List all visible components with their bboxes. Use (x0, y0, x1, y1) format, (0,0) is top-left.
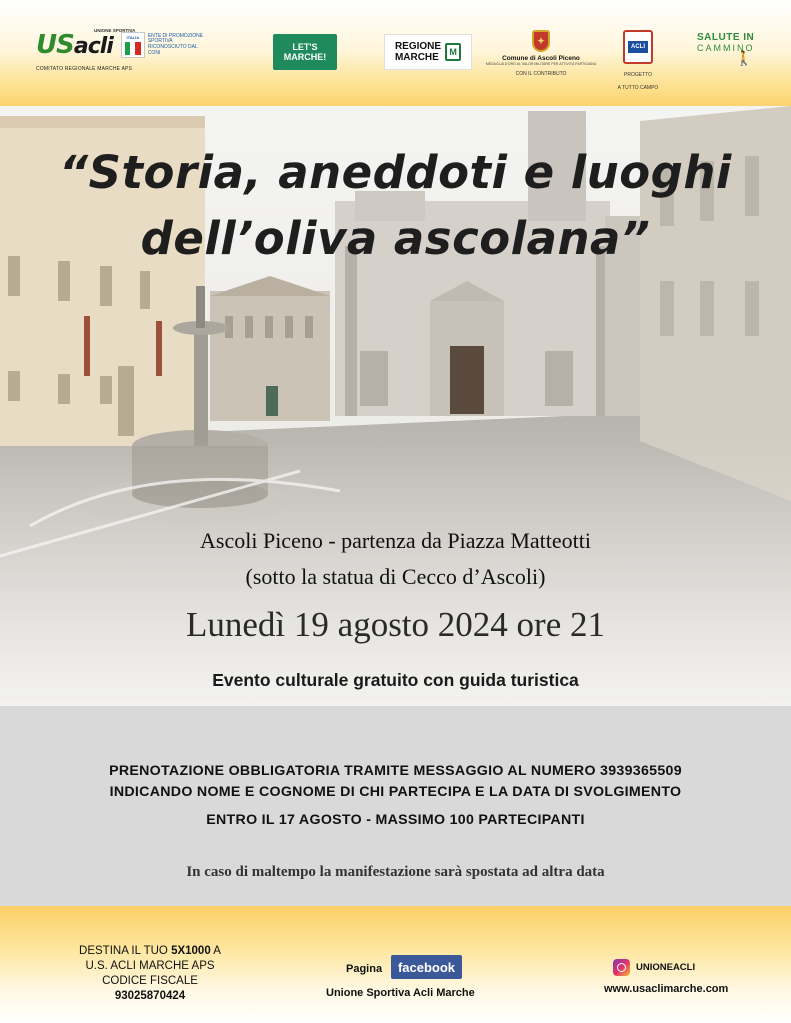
facebook-page-label: Pagina (346, 963, 383, 975)
usacli-mark-acli: acli (73, 34, 113, 59)
italia-badge (121, 32, 208, 58)
regione-emblem-icon: M (445, 43, 461, 61)
usacli-caption: COMITATO REGIONALE MARCHE APS (36, 66, 133, 72)
event-title-line1: “Storia, aneddoti e luoghi (59, 146, 732, 199)
walker-icon: 🚶 (735, 50, 753, 66)
italia-flag-icon (121, 32, 145, 58)
donation-line2: U.S. ACLI MARCHE APS (85, 960, 215, 972)
donation-line1-a: DESTINA IL TUO (79, 945, 172, 957)
event-place-line1: Ascoli Piceno - partenza da Piazza Matteotti (200, 528, 591, 553)
progetto-line2: A TUTTO CAMPO (617, 85, 659, 91)
regione-line1: REGIONE (394, 41, 442, 52)
crest-icon: ✦ (532, 30, 550, 52)
salute-line2: CAMMINO (697, 43, 755, 53)
salute-in-cammino-logo[interactable] (697, 32, 755, 66)
acli-shield-icon (623, 30, 653, 64)
regione-marche-logo[interactable] (384, 34, 472, 70)
progetto-line1: PROGETTO (624, 72, 652, 78)
weather-notice: In caso di maltempo la manifestazione sarà spostata ad altra data (186, 864, 605, 880)
usacli-tagline: UNIONE SPORTIVA (94, 28, 136, 33)
instagram-icon[interactable] (613, 959, 630, 976)
booking-line2: INDICANDO NOME E COGNOME DI CHI PARTECIPA E LA DATA DI SVOLGIMENTO (109, 784, 682, 800)
italia-note: ENTE DI PROMOZIONE SPORTIVA RICONOSCIUTO DAL CONI (147, 32, 204, 56)
facebook-button[interactable]: facebook (391, 955, 462, 979)
event-date: Lunedì 19 agosto 2024 ore 21 (186, 605, 605, 644)
lets-line2: MARCHE! (283, 52, 327, 62)
lets-line1: LET'S (292, 42, 318, 52)
comune-name: Comune di Ascoli Piceno (502, 55, 580, 62)
progetto-logo[interactable] (608, 30, 668, 91)
italia-label: ITALIA (126, 35, 140, 40)
booking-line1: PRENOTAZIONE OBBLIGATORIA TRAMITE MESSAGGIO AL NUMERO 3939365509 (109, 763, 682, 779)
header-band (0, 0, 791, 110)
facebook-org-name[interactable]: Unione Sportiva Acli Marche (326, 987, 475, 999)
comune-logo[interactable] (485, 30, 597, 77)
progetto-badge-text: ACLI (628, 41, 648, 53)
event-subtitle: Evento culturale gratuito con guida turistica (212, 670, 579, 690)
donation-box (62, 944, 238, 1004)
booking-line3: ENTRO IL 17 AGOSTO - MASSIMO 100 PARTECIPANTI (206, 812, 585, 828)
donation-fiscal-code: 93025870424 (114, 990, 186, 1002)
usacli-mark-us: US (36, 30, 74, 60)
comune-contrib: CON IL CONTRIBUTO (515, 71, 567, 77)
comune-subtitle: MEDAGLIA D'ORO AL VALOR MILITARE PER ATTIVITÀ PARTIGIANA (485, 62, 597, 66)
event-place-line2: (sotto la statua di Cecco d’Ascoli) (245, 564, 546, 589)
event-title (0, 140, 791, 272)
donation-line1 (62, 944, 238, 959)
instagram-handle[interactable]: UNIONEACLI (636, 962, 696, 973)
salute-line1: SALUTE IN (697, 32, 755, 43)
usacli-mark (36, 30, 113, 60)
lets-marche-logo[interactable] (273, 34, 337, 70)
event-title-line2: dell’oliva ascolana” (140, 212, 651, 265)
donation-line1-c: A (210, 945, 221, 957)
usacli-logo[interactable] (36, 30, 208, 72)
donation-5x1000: 5X1000 (171, 945, 211, 957)
donation-line3: CODICE FISCALE (102, 975, 198, 987)
regione-line2: MARCHE (394, 52, 439, 63)
website-link[interactable]: www.usaclimarche.com (604, 983, 729, 995)
